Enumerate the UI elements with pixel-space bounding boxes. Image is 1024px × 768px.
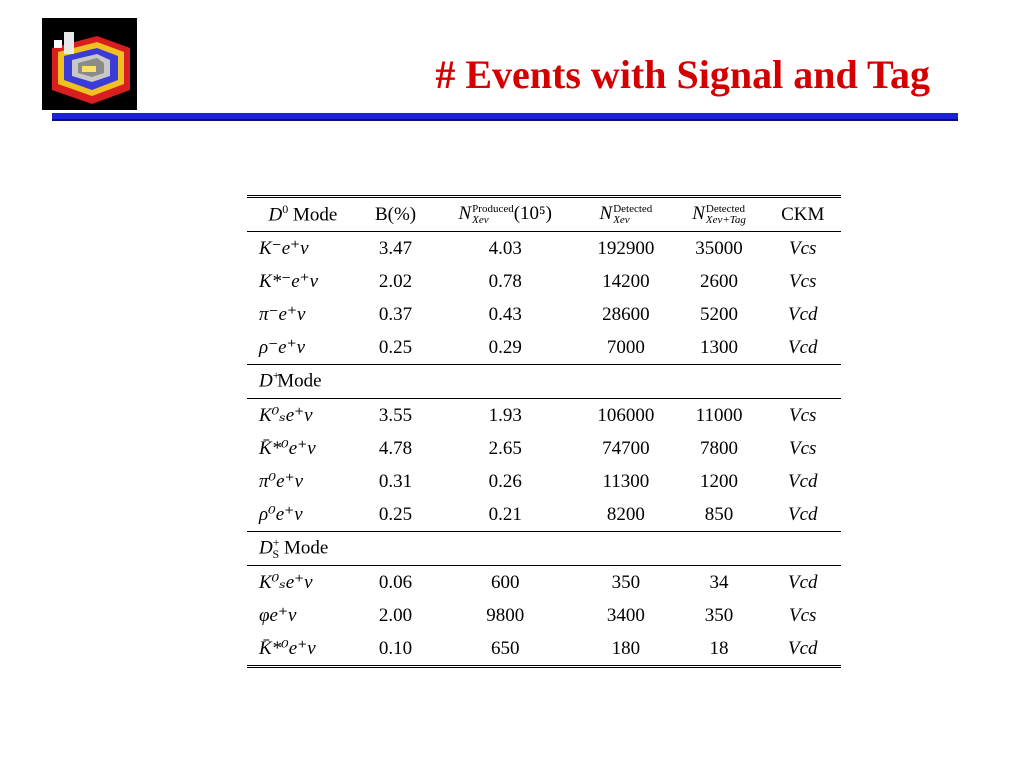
cell-detected: 192900	[597, 237, 655, 259]
cell-detected: 7000	[606, 336, 645, 358]
col-header-ckm: CKM	[764, 197, 841, 232]
table-row	[247, 566, 841, 600]
cell-produced: 2.65	[488, 437, 522, 459]
cell-ckm: Vcd	[787, 336, 818, 358]
events-table-container	[247, 195, 841, 668]
table-row	[247, 599, 841, 632]
cell-br: 4.78	[378, 437, 413, 459]
col-header-detected: N Detected Xeν	[578, 197, 673, 232]
cell-detected-tag: 2600	[700, 270, 739, 292]
table-row	[247, 399, 841, 433]
cell-br: 0.25	[378, 503, 413, 525]
cell-mode: ρ⁰e⁺ν	[259, 504, 303, 525]
table-row	[247, 432, 841, 465]
cell-mode: K*⁻e⁺ν	[259, 271, 319, 292]
table-row	[247, 465, 841, 498]
table-row	[247, 632, 841, 667]
table-row	[247, 265, 841, 298]
cell-br: 3.47	[378, 237, 413, 259]
cell-produced: 0.21	[488, 503, 522, 525]
cell-detected: 106000	[597, 404, 655, 426]
title-divider	[52, 113, 958, 121]
section-header-label: $D^+_S$ Mode	[247, 532, 841, 566]
cell-mode: K⁻e⁺ν	[259, 238, 309, 259]
cell-detected-tag: 11000	[695, 404, 743, 426]
cell-mode: φe⁺ν	[259, 605, 297, 626]
cell-detected-tag: 18	[709, 637, 729, 659]
slide-title: # Events with Signal and Tag	[435, 52, 930, 97]
cell-detected: 74700	[602, 437, 650, 459]
cell-produced: 4.03	[488, 237, 522, 259]
col-header-branching-ratio: B(%)	[359, 197, 433, 232]
cell-ckm: Vcs	[789, 270, 817, 292]
cell-produced: 650	[490, 637, 520, 659]
cell-br: 0.06	[378, 571, 413, 593]
cell-detected-tag: 34	[709, 571, 729, 593]
cell-mode: π⁰e⁺ν	[259, 471, 304, 492]
cell-detected-tag: 1200	[700, 470, 739, 492]
section-header-row	[247, 365, 841, 399]
cell-produced: 1.93	[488, 404, 522, 426]
cell-ckm: Vcs	[789, 604, 817, 626]
cell-detected: 3400	[606, 604, 645, 626]
cell-detected: 14200	[602, 270, 650, 292]
table-row	[247, 498, 841, 532]
cell-produced: 0.78	[488, 270, 522, 292]
table-row	[247, 298, 841, 331]
table-row	[247, 232, 841, 266]
cell-ckm: Vcd	[787, 637, 818, 659]
cell-ckm: Vcs	[789, 237, 817, 259]
cell-br: 0.10	[378, 637, 413, 659]
col-header-mode: $D^0$ Mode	[247, 197, 359, 232]
table-row	[247, 331, 841, 365]
cell-detected-tag: 350	[704, 604, 734, 626]
cell-produced: 0.26	[488, 470, 522, 492]
section-header-label: D+ Mode	[247, 365, 841, 399]
cell-detected: 28600	[602, 303, 650, 325]
section-header-row	[247, 532, 841, 566]
cell-ckm: Vcs	[789, 437, 817, 459]
col-header-produced: N Produced Xeν (10⁵)	[432, 197, 578, 232]
cell-ckm: Vcd	[787, 503, 818, 525]
cell-detected: 180	[611, 637, 641, 659]
cell-detected-tag: 7800	[700, 437, 739, 459]
cell-produced: 9800	[486, 604, 525, 626]
events-table	[247, 195, 841, 668]
cell-mode: K⁰ₛe⁺ν	[259, 572, 313, 593]
cell-detected-tag: 1300	[700, 336, 739, 358]
cell-ckm: Vcd	[787, 470, 818, 492]
cell-mode: K⁰ₛe⁺ν	[259, 405, 313, 426]
cell-mode: K̄*⁰e⁺ν	[259, 638, 316, 659]
events-table-body	[247, 232, 841, 667]
cell-mode: ρ⁻e⁺ν	[259, 337, 306, 358]
cell-br: 0.37	[378, 303, 413, 325]
cell-detected-tag: 35000	[695, 237, 743, 259]
cell-produced: 600	[490, 571, 520, 593]
cell-detected: 8200	[606, 503, 645, 525]
table-header-row	[247, 197, 841, 232]
cell-detected-tag: 850	[704, 503, 734, 525]
cell-mode: π⁻e⁺ν	[259, 304, 306, 325]
cell-detected: 350	[611, 571, 641, 593]
cell-br: 2.00	[378, 604, 413, 626]
cell-br: 0.31	[378, 470, 413, 492]
cell-br: 3.55	[378, 404, 413, 426]
cell-produced: 0.43	[488, 303, 522, 325]
col-header-detected-tag: N Detected Xeν+Tag	[674, 197, 765, 232]
cell-detected: 11300	[602, 470, 650, 492]
cell-produced: 0.29	[488, 336, 522, 358]
detector-cutaway-icon	[42, 18, 137, 110]
cell-detected-tag: 5200	[700, 303, 739, 325]
cell-mode: K̄*⁰e⁺ν	[259, 438, 316, 459]
cell-ckm: Vcd	[787, 303, 818, 325]
cell-br: 0.25	[378, 336, 413, 358]
cell-br: 2.02	[378, 270, 413, 292]
cell-ckm: Vcs	[789, 404, 817, 426]
cell-ckm: Vcd	[787, 571, 818, 593]
